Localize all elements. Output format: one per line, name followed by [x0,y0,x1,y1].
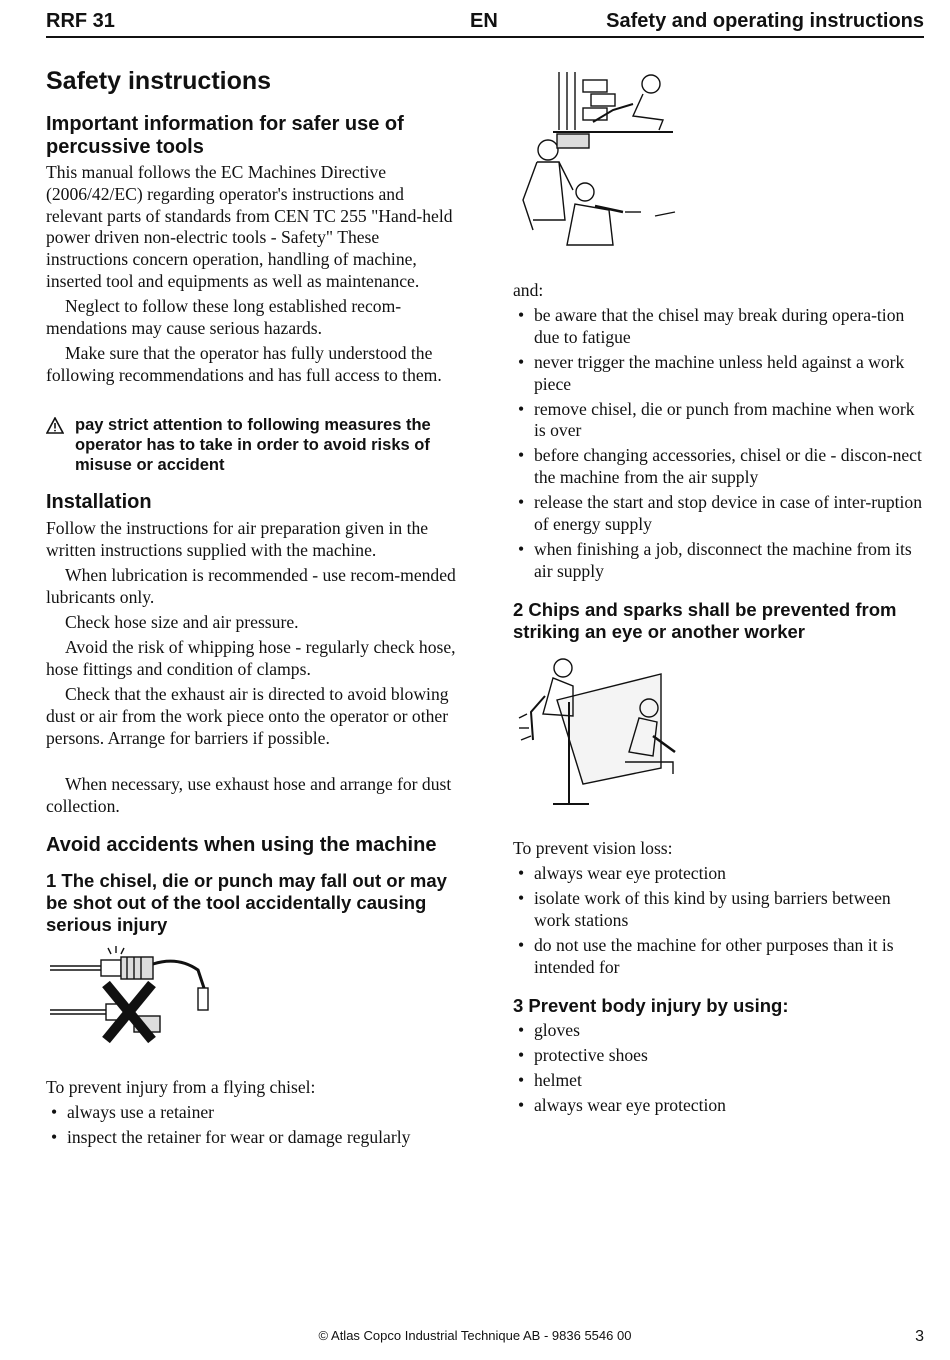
list-item: • inspect the retainer for wear or damage regularly [46,1127,460,1149]
list-item: • always wear eye protection [513,1095,925,1117]
operating-precautions-list [513,305,925,586]
hazard-1-heading: 1 The chisel, die or punch may fall out or may be shot out of the tool accidentally causing serious injury [46,870,447,935]
installation-paragraph-2: When lubrication is recommended - use recom-mended lubricants only. [46,565,456,607]
installation-paragraph-4: Avoid the risk of whipping hose - regularly check hose, hose fittings and condition of clamps. [46,637,456,679]
hazard-2-heading: 2 Chips and sparks shall be prevented from striking an eye or another worker [513,599,897,642]
model-name: RRF 31 [46,10,115,32]
hazard-3-heading: 3 Prevent body injury by using: [513,995,789,1016]
footer-copyright: © Atlas Copco Industrial Technique AB - 9836 5546 00 [318,1328,632,1343]
list-item: • always use a retainer [46,1102,460,1124]
list-item: • isolate work of this kind by using barriers between work stations [513,888,925,932]
list-item: • when finishing a job, disconnect the machine from its air supply [513,539,925,583]
intro-paragraph-1: This manual follows the EC Machines Directive (2006/42/EC) regarding operator's instructions and relevant parts of standards from CEN TC 255 "Hand-held power driven non-electric tools - Safety" These instructions concern operation, handling of machine, inserted tool and equipments as well as maintenance. [46,162,453,291]
intro-paragraph-2: Neglect to follow these long established recom-mendations may cause serious hazards. [46,296,402,338]
intro-paragraph-3: Make sure that the operator has fully understood the following recommendations and has full access to them. [46,343,442,385]
list-item: • gloves [513,1020,925,1042]
list-item: • remove chisel, die or punch from machine when work is over [513,399,925,443]
chisel-retainer-illustration [46,944,211,1049]
installation-heading: Installation [46,491,152,513]
body-protection-list [513,1020,925,1120]
and-label: and: [513,280,544,300]
list-item: • protective shoes [513,1045,925,1067]
vision-protection-list [513,863,925,982]
warning-text: pay strict attention to following measures the operator has to take in order to avoid risks of misuse or accident [75,416,431,474]
flying-chisel-intro: To prevent injury from a flying chisel: [46,1077,316,1097]
list-item: • do not use the machine for other purposes than it is intended for [513,935,925,979]
list-item: • never trigger the machine unless held against a work piece [513,352,925,396]
list-item: • before changing accessories, chisel or die - discon-nect the machine from the air supply [513,445,925,489]
avoid-accidents-heading: Avoid accidents when using the machine [46,834,437,856]
list-item: • release the start and stop device in case of inter-ruption of energy supply [513,492,925,536]
list-item: • be aware that the chisel may break during opera-tion due to fatigue [513,305,925,349]
page-title: Safety instructions [46,67,272,95]
list-item: • always wear eye protection [513,863,925,885]
list-item: • helmet [513,1070,925,1092]
page-number: 3 [915,1328,924,1345]
installation-paragraph-6: When necessary, use exhaust hose and arrange for dust collection. [46,774,452,816]
barrier-illustration [513,656,683,811]
warning-note [46,415,460,475]
page-header [46,8,924,38]
language-code: EN [470,10,498,32]
flying-chisel-list [46,1102,460,1152]
overhead-work-illustration [513,70,683,255]
warning-triangle-icon [46,417,64,434]
important-heading: Important information for safer use of percussive tools [46,113,404,158]
vision-intro: To prevent vision loss: [513,838,673,858]
installation-paragraph-5: Check that the exhaust air is directed to avoid blowing dust or air from the work piece onto the operator or other persons. Arrange for barriers if possible. [46,684,449,748]
installation-paragraph-3: Check hose size and air pressure. [65,612,299,632]
installation-paragraph-1: Follow the instructions for air preparation given in the written instructions supplied with the machine. [46,518,429,560]
document-title: Safety and operating instructions [606,10,924,32]
